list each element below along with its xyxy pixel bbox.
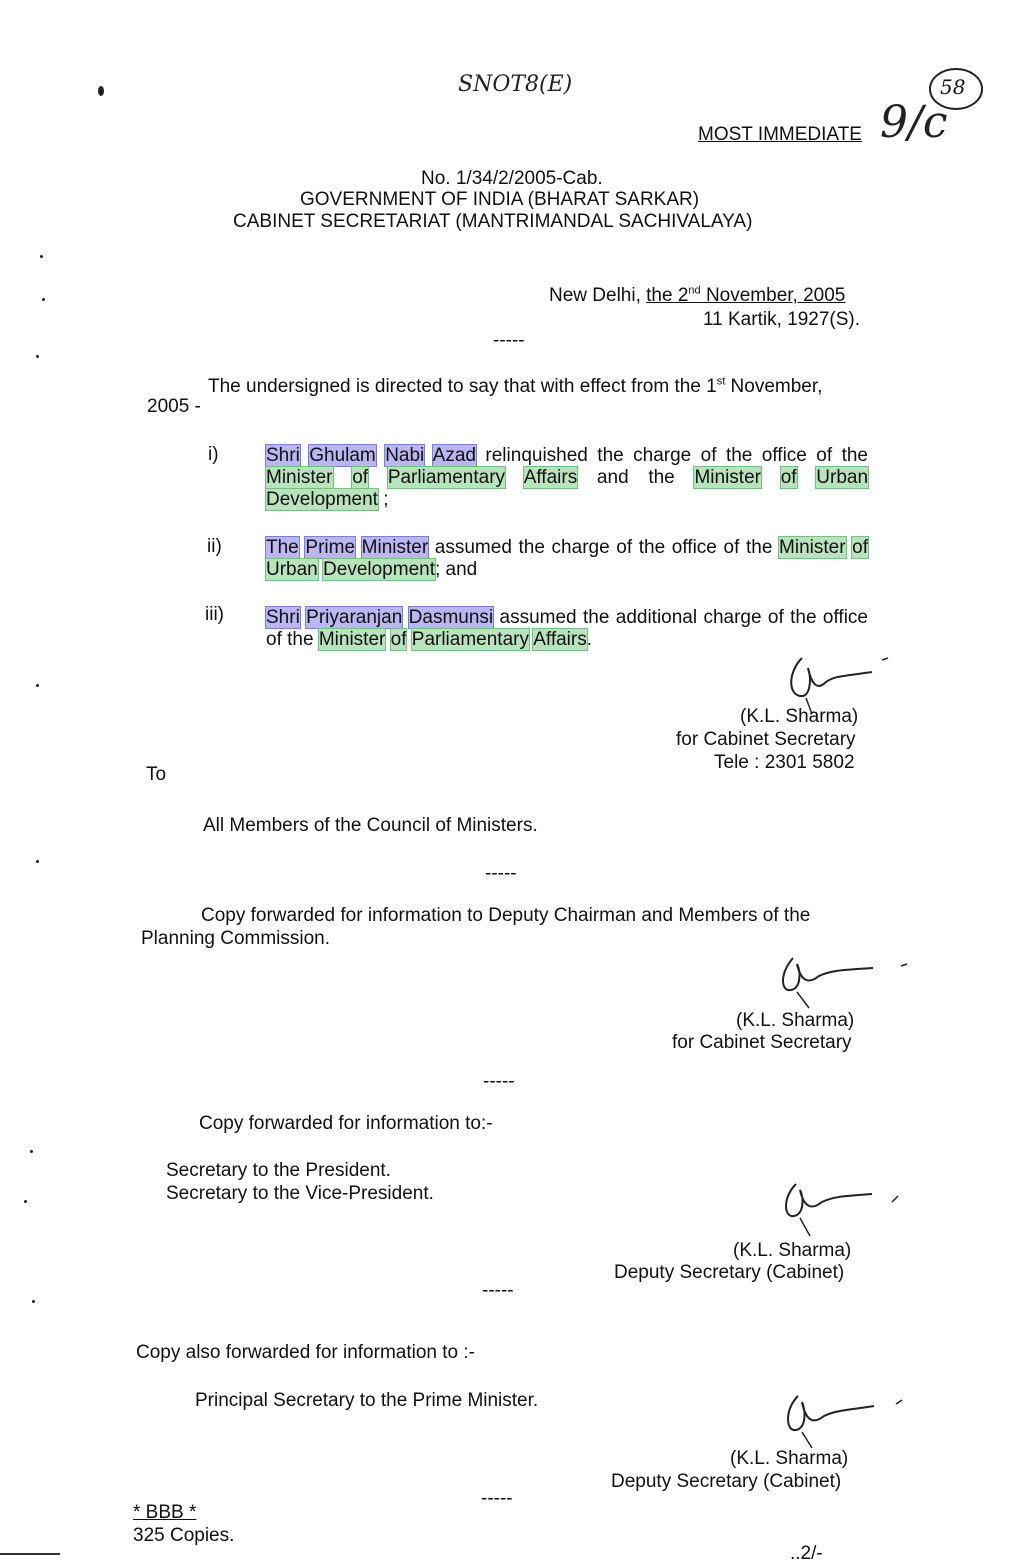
item-number: i) [208, 444, 219, 465]
copies-count: 325 Copies. [133, 1525, 235, 1546]
separator: ----- [493, 330, 525, 351]
list-item: Shri Ghulam Nabi Azad relinquished the charge of the office of the Minister of Parliamentary Affairs and the Minister of Urban Development ; [266, 445, 869, 510]
recipient: Secretary to the Vice-President. [166, 1183, 434, 1204]
handwritten-file-ref: SNOT8(E) [458, 72, 573, 97]
telephone: Tele : 2301 5802 [714, 752, 855, 773]
item-number: iii) [205, 604, 224, 625]
footer-mark: * BBB * [133, 1502, 197, 1523]
item-number: ii) [207, 536, 222, 557]
intro-year: 2005 - [147, 396, 201, 417]
separator: ----- [483, 1071, 515, 1092]
signatory-title: for Cabinet Secretary [672, 1032, 852, 1053]
signatory-name: (K.L. Sharma) [730, 1448, 849, 1469]
priority-label: MOST IMMEDIATE [698, 124, 862, 145]
list-item: The Prime Minister assumed the charge of the office of the Minister of Urban Development; and [266, 537, 869, 580]
government-title: GOVERNMENT OF INDIA (BHARAT SARKAR) [300, 189, 700, 210]
saka-date: 11 Kartik, 1927(S). [703, 309, 861, 330]
recipient: Secretary to the President. [166, 1160, 391, 1181]
department-title: CABINET SECRETARIAT (MANTRIMANDAL SACHIVALAYA) [233, 211, 753, 232]
signatory-name: (K.L. Sharma) [736, 1010, 855, 1031]
signatory-name: (K.L. Sharma) [733, 1240, 852, 1261]
list-item: Shri Priyaranjan Dasmunsi assumed the additional charge of the office of the Minister of Parliamentary Affairs. [266, 607, 868, 650]
signatory-title: Deputy Secretary (Cabinet) [614, 1262, 845, 1283]
date-line [549, 285, 845, 307]
copy-forward-line: Copy forwarded for information to Deputy Chairman and Members of the [201, 905, 811, 926]
separator: ----- [485, 863, 517, 884]
separator: ----- [482, 1280, 514, 1301]
copy-forward-intro: Copy also forwarded for information to :- [136, 1342, 475, 1363]
page-number-circle: 58 [926, 64, 986, 114]
signature-scribble [776, 1176, 906, 1246]
addressee: All Members of the Council of Ministers. [203, 815, 538, 836]
signatory-name: (K.L. Sharma) [740, 706, 859, 727]
reference-number: No. 1/34/2/2005-Cab. [421, 168, 603, 189]
recipient: Principal Secretary to the Prime Minister. [195, 1390, 539, 1411]
copy-forward-intro: Copy forwarded for information to:- [199, 1113, 493, 1134]
copy-forward-line: Planning Commission. [141, 928, 331, 949]
bottom-rule [0, 1553, 60, 1555]
date-underlined: the 2nd November, 2005 [646, 284, 846, 306]
signatory-title: for Cabinet Secretary [676, 729, 856, 750]
separator: ----- [481, 1488, 513, 1509]
intro-line: The undersigned is directed to say that with effect from the 1st November, [208, 375, 823, 397]
to-label: To [146, 764, 167, 785]
signatory-title: Deputy Secretary (Cabinet) [611, 1471, 842, 1492]
next-page-marker: ..2/- [790, 1543, 823, 1564]
handwritten-initial-mark: 9/c [880, 97, 948, 148]
date-prefix: New Delhi, [549, 285, 647, 306]
